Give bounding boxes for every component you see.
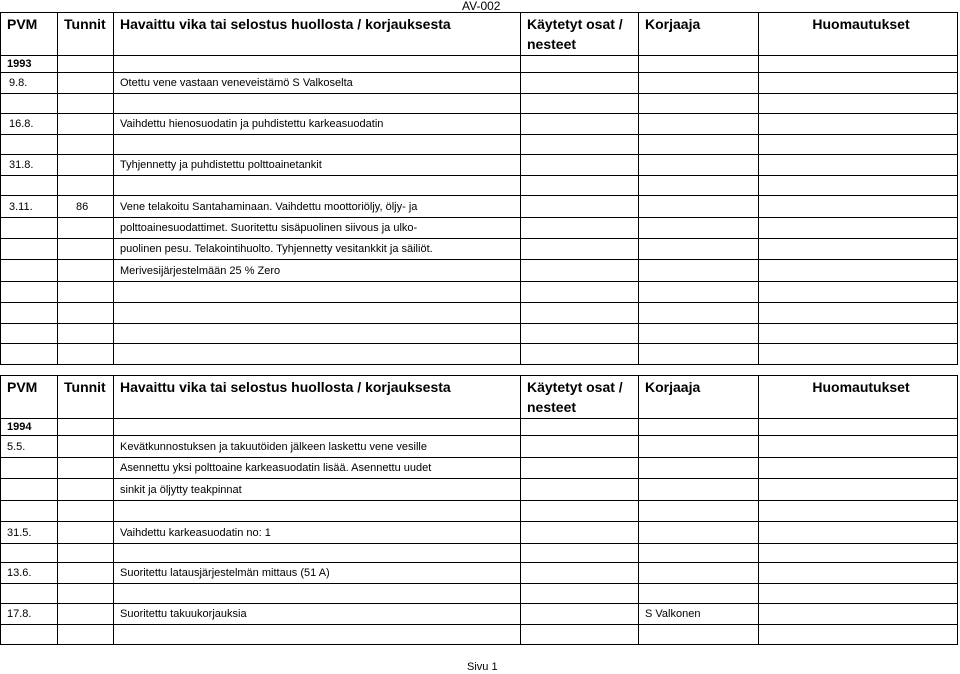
empty-cell xyxy=(521,458,639,479)
empty-cell xyxy=(521,604,639,625)
empty-cell xyxy=(759,282,958,303)
empty-cell xyxy=(58,303,114,324)
empty-cell xyxy=(58,56,114,73)
empty-cell xyxy=(759,260,958,282)
empty-cell xyxy=(114,584,521,604)
empty-cell xyxy=(639,218,759,239)
empty-cell xyxy=(521,479,639,501)
empty-cell xyxy=(58,584,114,604)
header-tunnit: Tunnit xyxy=(58,13,114,56)
empty-cell xyxy=(1,344,58,365)
empty-cell xyxy=(1,135,58,155)
row-description: Vaihdettu karkeasuodatin no: 1 xyxy=(114,522,521,544)
empty-cell xyxy=(1,324,58,344)
empty-cell xyxy=(639,196,759,218)
empty-cell xyxy=(1,625,58,645)
empty-cell xyxy=(759,218,958,239)
row-description: Suoritettu takuukorjauksia xyxy=(114,604,521,625)
empty-cell xyxy=(639,501,759,522)
empty-cell xyxy=(58,522,114,544)
empty-cell xyxy=(58,501,114,522)
header-pvm: PVM xyxy=(1,376,58,419)
empty-cell xyxy=(58,94,114,114)
header-korjaaja: Korjaaja xyxy=(639,376,759,419)
row-description: polttoainesuodattimet. Suoritettu sisäpuolinen siivous ja ulko- xyxy=(114,218,521,239)
empty-cell xyxy=(58,135,114,155)
empty-cell xyxy=(639,239,759,260)
row-description: Vene telakoitu Santahaminaan. Vaihdettu moottoriöljy, öljy- ja xyxy=(114,196,521,218)
row-hours: 86 xyxy=(58,196,114,218)
row-description: Asennettu yksi polttoaine karkeasuodatin lisää. Asennettu uudet xyxy=(114,458,521,479)
empty-cell xyxy=(639,282,759,303)
row-description: puolinen pesu. Telakointihuolto. Tyhjennetty vesitankkit ja säiliöt. xyxy=(114,239,521,260)
empty-cell xyxy=(521,114,639,135)
header-osat: Käytetyt osat / nesteet xyxy=(521,376,639,419)
empty-cell xyxy=(58,324,114,344)
maintenance-log-1994 xyxy=(0,375,958,645)
empty-cell xyxy=(1,282,58,303)
empty-cell xyxy=(639,479,759,501)
row-date: 13.6. xyxy=(1,563,58,584)
empty-cell xyxy=(1,501,58,522)
empty-cell xyxy=(639,303,759,324)
empty-cell xyxy=(1,303,58,324)
empty-cell xyxy=(114,303,521,324)
document-id: AV-002 xyxy=(462,0,501,13)
empty-cell xyxy=(58,155,114,176)
empty-cell xyxy=(114,176,521,196)
empty-cell xyxy=(521,563,639,584)
empty-cell xyxy=(521,260,639,282)
row-date: 5.5. xyxy=(1,436,58,458)
empty-cell xyxy=(521,303,639,324)
empty-cell xyxy=(759,56,958,73)
empty-cell xyxy=(639,155,759,176)
empty-cell xyxy=(1,94,58,114)
header-pvm: PVM xyxy=(1,13,58,56)
row-description: Tyhjennetty ja puhdistettu polttoainetankit xyxy=(114,155,521,176)
empty-cell xyxy=(114,324,521,344)
empty-cell xyxy=(521,73,639,94)
maintenance-log-1993 xyxy=(0,12,958,365)
empty-cell xyxy=(759,239,958,260)
empty-cell xyxy=(58,479,114,501)
empty-cell xyxy=(58,114,114,135)
row-date: 16.8. xyxy=(1,114,58,135)
empty-cell xyxy=(521,155,639,176)
empty-cell xyxy=(759,458,958,479)
header-huomautukset: Huomautukset xyxy=(759,376,958,419)
empty-cell xyxy=(759,73,958,94)
empty-cell xyxy=(521,436,639,458)
row-description: Suoritettu latausjärjestelmän mittaus (51 A) xyxy=(114,563,521,584)
empty-cell xyxy=(639,56,759,73)
row-date: 3.11. xyxy=(1,196,58,218)
row-date: 31.8. xyxy=(1,155,58,176)
empty-cell xyxy=(759,324,958,344)
empty-cell xyxy=(759,303,958,324)
empty-cell xyxy=(114,135,521,155)
empty-cell xyxy=(639,458,759,479)
row-description: Vaihdettu hienosuodatin ja puhdistettu karkeasuodatin xyxy=(114,114,521,135)
empty-cell xyxy=(759,625,958,645)
empty-cell xyxy=(521,196,639,218)
empty-cell xyxy=(58,419,114,436)
empty-cell xyxy=(759,344,958,365)
header-vika: Havaittu vika tai selostus huollosta / korjauksesta xyxy=(114,376,521,419)
empty-cell xyxy=(58,604,114,625)
empty-cell xyxy=(58,260,114,282)
empty-cell xyxy=(521,94,639,114)
empty-cell xyxy=(521,282,639,303)
header-tunnit: Tunnit xyxy=(58,376,114,419)
empty-cell xyxy=(639,324,759,344)
empty-cell xyxy=(759,196,958,218)
header-korjaaja: Korjaaja xyxy=(639,13,759,56)
empty-cell xyxy=(58,176,114,196)
empty-cell xyxy=(521,584,639,604)
empty-cell xyxy=(114,344,521,365)
empty-cell xyxy=(1,584,58,604)
empty-cell xyxy=(759,604,958,625)
empty-cell xyxy=(1,544,58,563)
empty-cell xyxy=(521,324,639,344)
empty-cell xyxy=(114,419,521,436)
empty-cell xyxy=(639,419,759,436)
empty-cell xyxy=(1,218,58,239)
empty-cell xyxy=(114,282,521,303)
page-number: Sivu 1 xyxy=(467,661,498,673)
empty-cell xyxy=(1,458,58,479)
empty-cell xyxy=(639,625,759,645)
empty-cell xyxy=(521,218,639,239)
empty-cell xyxy=(759,176,958,196)
header-huomautukset: Huomautukset xyxy=(759,13,958,56)
empty-cell xyxy=(58,218,114,239)
empty-cell xyxy=(759,544,958,563)
empty-cell xyxy=(639,176,759,196)
empty-cell xyxy=(639,344,759,365)
empty-cell xyxy=(639,584,759,604)
empty-cell xyxy=(639,436,759,458)
row-description: Merivesijärjestelmään 25 % Zero xyxy=(114,260,521,282)
empty-cell xyxy=(58,544,114,563)
empty-cell xyxy=(639,522,759,544)
empty-cell xyxy=(759,501,958,522)
row-date: 9.8. xyxy=(1,73,58,94)
empty-cell xyxy=(521,344,639,365)
row-description: Otettu vene vastaan veneveistämö S Valkoselta xyxy=(114,73,521,94)
empty-cell xyxy=(759,135,958,155)
empty-cell xyxy=(639,260,759,282)
empty-cell xyxy=(759,94,958,114)
empty-cell xyxy=(1,176,58,196)
empty-cell xyxy=(114,544,521,563)
empty-cell xyxy=(639,544,759,563)
empty-cell xyxy=(1,260,58,282)
row-date: 17.8. xyxy=(1,604,58,625)
year-label: 1993 xyxy=(1,56,58,73)
empty-cell xyxy=(759,155,958,176)
empty-cell xyxy=(759,419,958,436)
empty-cell xyxy=(114,501,521,522)
year-label: 1994 xyxy=(1,419,58,436)
empty-cell xyxy=(759,584,958,604)
empty-cell xyxy=(58,436,114,458)
empty-cell xyxy=(58,458,114,479)
empty-cell xyxy=(521,135,639,155)
empty-cell xyxy=(58,239,114,260)
empty-cell xyxy=(521,625,639,645)
row-description: sinkit ja öljytty teakpinnat xyxy=(114,479,521,501)
empty-cell xyxy=(521,56,639,73)
empty-cell xyxy=(521,522,639,544)
row-description: Kevätkunnostuksen ja takuutöiden jälkeen laskettu vene vesille xyxy=(114,436,521,458)
empty-cell xyxy=(58,344,114,365)
empty-cell xyxy=(58,563,114,584)
empty-cell xyxy=(759,563,958,584)
empty-cell xyxy=(521,419,639,436)
empty-cell xyxy=(58,625,114,645)
empty-cell xyxy=(58,282,114,303)
empty-cell xyxy=(639,114,759,135)
empty-cell xyxy=(639,563,759,584)
empty-cell xyxy=(759,114,958,135)
row-repairer: S Valkonen xyxy=(639,604,759,625)
empty-cell xyxy=(639,73,759,94)
empty-cell xyxy=(1,239,58,260)
empty-cell xyxy=(114,625,521,645)
empty-cell xyxy=(58,73,114,94)
empty-cell xyxy=(639,94,759,114)
empty-cell xyxy=(114,94,521,114)
header-osat: Käytetyt osat / nesteet xyxy=(521,13,639,56)
empty-cell xyxy=(1,479,58,501)
empty-cell xyxy=(759,436,958,458)
empty-cell xyxy=(759,479,958,501)
header-vika: Havaittu vika tai selostus huollosta / korjauksesta xyxy=(114,13,521,56)
empty-cell xyxy=(639,135,759,155)
empty-cell xyxy=(521,544,639,563)
empty-cell xyxy=(521,176,639,196)
empty-cell xyxy=(521,239,639,260)
row-date: 31.5. xyxy=(1,522,58,544)
empty-cell xyxy=(114,56,521,73)
empty-cell xyxy=(759,522,958,544)
empty-cell xyxy=(521,501,639,522)
